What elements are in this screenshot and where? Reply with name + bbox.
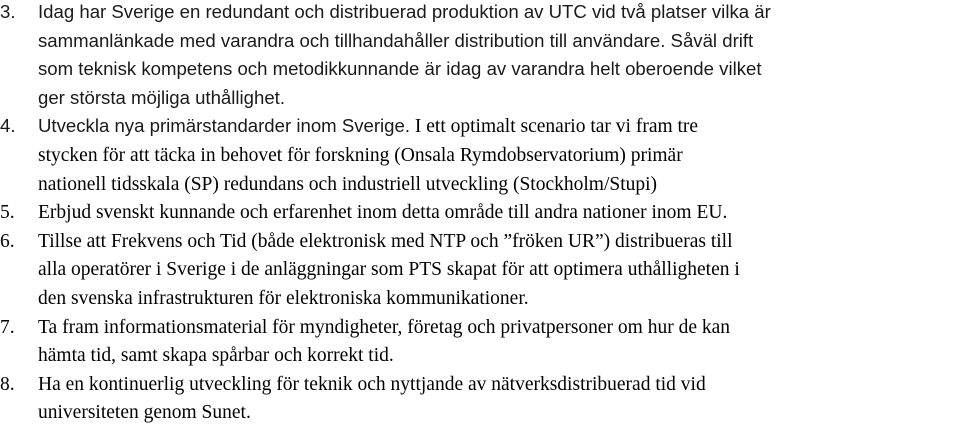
item-number: 6.	[0, 230, 15, 252]
item-text-line: universiteten genom Sunet.	[38, 402, 251, 424]
item-number: 5.	[0, 202, 15, 224]
item-text-line: Erbjud svenskt kunnande och erfarenhet inom detta område till andra nationer inom EU.	[38, 202, 728, 224]
item-text-line: stycken för att täcka in behovet för forskning (Onsala Rymdobservatorium) primär	[38, 144, 683, 166]
item-heading: Utveckla nya primärstandarder inom Sverige.	[38, 115, 411, 137]
item-text-line: Tillse att Frekvens och Tid (både elektronisk med NTP och ”fröken UR”) distribueras till	[38, 230, 733, 252]
item-text-line: ger största möjliga uthållighet.	[38, 86, 286, 108]
item-number: 3.	[0, 1, 16, 22]
item-number: 4.	[0, 115, 16, 137]
list-item-7	[0, 314, 960, 371]
item-text-line: den svenska infrastrukturen för elektroniska kommunikationer.	[38, 287, 529, 309]
item-text-line: som teknisk kompetens och metodikkunnande är idag av varandra helt oberoende vilket	[38, 58, 762, 80]
item-text-line: alla operatörer i Sverige i de anläggningar som PTS skapat för att optimera uthålligheten i	[38, 259, 740, 281]
list-item-6	[0, 228, 960, 314]
item-text-line: Ta fram informationsmaterial för myndigheter, företag och privatpersoner om hur de kan	[38, 316, 731, 338]
item-text-line: nationell tidsskala (SP) redundans och industriell utveckling (Stockholm/Stupi)	[38, 173, 658, 195]
item-text-line: sammanlänkade med varandra och tillhandahåller distribution till användare. Såväl drift	[38, 29, 754, 51]
item-text: I ett optimalt scenario tar vi fram tre	[410, 116, 699, 138]
item-text-line: Idag har Sverige en redundant och distribuerad produktion av UTC vid två platser vilka är	[38, 1, 771, 22]
item-first-line	[38, 112, 960, 142]
list-item-8	[0, 371, 960, 428]
item-text-line: hämta tid, samt skapa spårbar och korrekt tid.	[38, 345, 394, 367]
list-item-3	[0, 0, 960, 112]
item-text-line: Ha en kontinuerlig utveckling för teknik och nyttjande av nätverksdistribuerad tid vid	[38, 373, 706, 395]
item-number: 8.	[0, 373, 15, 395]
item-number: 7.	[0, 316, 15, 338]
list-item-4	[0, 112, 960, 199]
list-item-5	[0, 199, 960, 228]
